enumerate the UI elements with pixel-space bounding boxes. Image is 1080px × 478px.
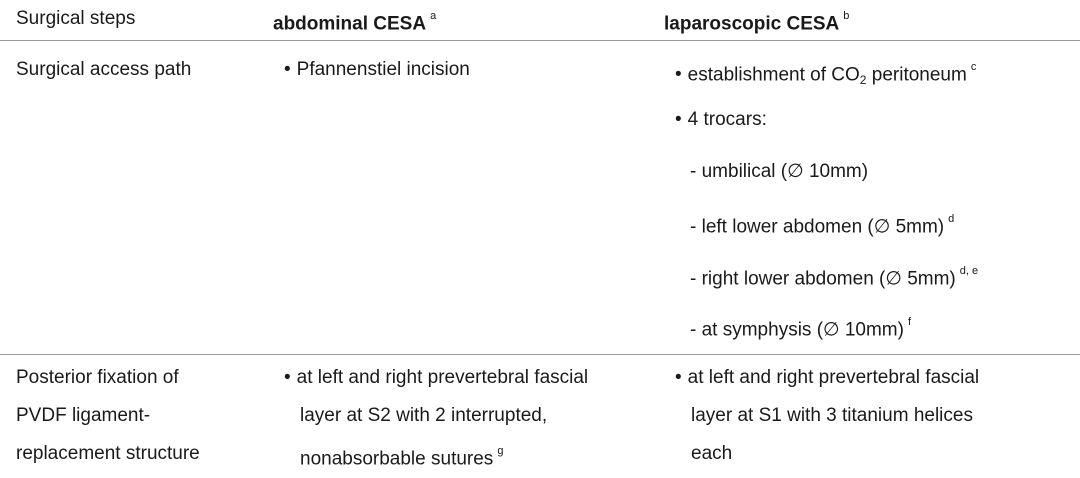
header-abdominal-label: abdominal CESA: [273, 13, 427, 35]
lap-co2-subscript: 2: [859, 73, 867, 88]
header-abdominal-cesa: [273, 0, 436, 43]
row-fixation-abdominal-line: layer at S2 with 2 interrupted,: [300, 405, 548, 426]
lap-trocars: • 4 trocars:: [675, 101, 767, 139]
header-divider: [0, 40, 1080, 41]
trocar-item: [690, 153, 868, 191]
row-divider: [0, 354, 1080, 355]
trocar-item: [690, 255, 978, 298]
trocar-text: - left lower abdomen (∅ 5mm): [690, 216, 945, 238]
trocar-text: - right lower abdomen (∅ 5mm): [690, 268, 956, 290]
row-fixation-lap-line: layer at S1 with 3 titanium helices: [691, 405, 973, 426]
trocar-text: - umbilical (∅ 10mm): [690, 161, 869, 182]
row-fixation-lap-line: • at left and right prevertebral fascial: [675, 359, 979, 397]
row-fixation-abdominal-line: • at left and right prevertebral fascial: [284, 359, 588, 397]
row-fixation-step-line: PVDF ligament-: [16, 405, 151, 426]
header-laparoscopic-label: laparoscopic CESA: [664, 13, 840, 35]
row-access-path-step: Surgical access path: [16, 59, 192, 80]
abdominal-sutures-text: nonabsorbable sutures: [300, 448, 494, 470]
row-fixation-step-line: replacement structure: [16, 443, 200, 464]
trocar-item: [690, 203, 954, 246]
footnote-marker-de: d, e: [959, 265, 979, 277]
row-fixation-lap-line: each: [691, 443, 733, 464]
trocar-item: [690, 306, 911, 349]
footnote-marker-f: f: [907, 316, 912, 328]
footnote-marker-g: g: [497, 445, 504, 457]
row-fixation-step-line: Posterior fixation of: [16, 367, 179, 388]
row-access-path-abdominal: • Pfannenstiel incision: [284, 51, 470, 89]
footnote-marker-c: c: [970, 61, 977, 73]
footnote-marker-a: a: [430, 10, 437, 22]
lap-co2-post: peritoneum: [866, 64, 967, 86]
row-fixation-abdominal-line: [300, 435, 503, 478]
lap-co2-peritoneum: [675, 51, 976, 95]
trocar-text: - at symphysis (∅ 10mm): [690, 319, 904, 341]
footnote-marker-d: d: [948, 213, 955, 225]
lap-co2-pre: establishment of CO: [687, 64, 860, 86]
header-laparoscopic-cesa: [664, 0, 849, 43]
footnote-marker-b: b: [843, 10, 850, 22]
header-surgical-steps: Surgical steps: [16, 8, 136, 29]
